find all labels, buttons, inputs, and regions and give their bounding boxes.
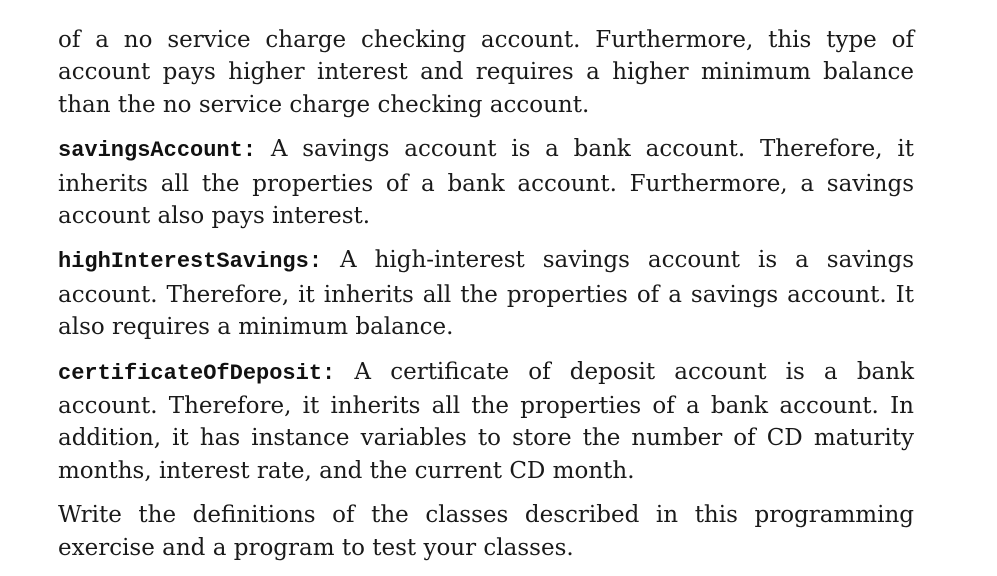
paragraph-certificate-of-deposit bbox=[58, 356, 914, 488]
term-high-interest-savings: highInterestSavings: bbox=[58, 249, 323, 275]
term-savings-account: savingsAccount: bbox=[58, 138, 257, 164]
paragraph-savings-account bbox=[58, 133, 914, 232]
paragraph-no-service-charge-continuation bbox=[58, 24, 914, 121]
paragraph-text: Write the definitions of the classes described in this programming exercise and a program to test your classes. bbox=[58, 502, 914, 561]
paragraph-text: A certificate of deposit account is a bank account. Therefore, it inherits all the properties of a bank account. In addition, it has instance variables to store the number of CD maturity months, interest rate, and the current CD month. bbox=[58, 358, 914, 484]
document-page bbox=[58, 24, 914, 576]
paragraph-text: A high-interest savings account is a savings account. Therefore, it inherits all the properties of a savings account. It also requires a minimum balance. bbox=[58, 247, 914, 341]
paragraph-exercise-instruction bbox=[58, 499, 914, 564]
paragraph-high-interest-savings bbox=[58, 244, 914, 343]
term-certificate-of-deposit: certificateOfDeposit: bbox=[58, 360, 336, 386]
paragraph-text: of a no service charge checking account. Furthermore, this type of account pays higher interest and requires a higher minimum balance than the no service charge checking account. bbox=[58, 27, 914, 118]
paragraph-text: A savings account is a bank account. Therefore, it inherits all the properties of a bank account. Furthermore, a savings account also pays interest. bbox=[58, 136, 914, 230]
